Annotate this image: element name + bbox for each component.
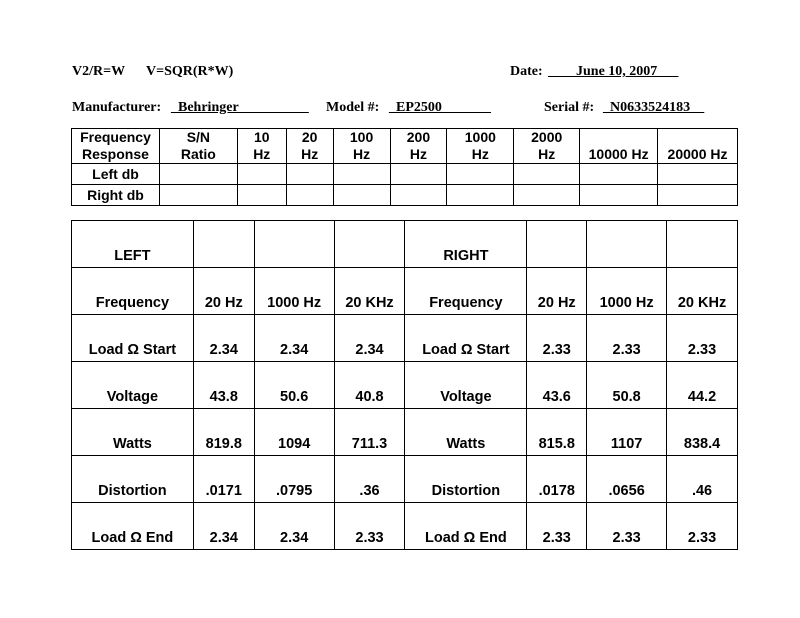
- model-label: Model #:: [326, 100, 380, 115]
- freq-header-text: S/N: [186, 129, 211, 145]
- freq-row-label: Left db: [72, 164, 160, 185]
- measurement-label-cell: Voltage: [405, 362, 527, 409]
- date-label: Date:: [510, 64, 543, 79]
- measurement-value-cell: 2.34: [254, 315, 334, 362]
- measurement-value-cell: 2.33: [334, 503, 405, 550]
- freq-row-left: [72, 164, 738, 185]
- measurement-value-cell: [667, 221, 738, 268]
- measurement-label-cell: Load Ω End: [72, 503, 194, 550]
- measurement-label-cell: Load Ω Start: [405, 315, 527, 362]
- freq-header-text: Hz: [538, 146, 556, 162]
- measurement-value-cell: .46: [667, 456, 738, 503]
- measurement-value-cell: 2.33: [587, 315, 667, 362]
- freq-header-cell: [333, 129, 390, 164]
- measurement-row: [72, 268, 738, 315]
- measurement-value-cell: 2.34: [193, 315, 254, 362]
- measurement-value-cell: [527, 221, 587, 268]
- manufacturer-label: Manufacturer:: [72, 100, 162, 115]
- freq-header-text: 20: [301, 129, 318, 145]
- measurement-value-cell: .0171: [193, 456, 254, 503]
- measurement-value-cell: 43.6: [527, 362, 587, 409]
- measurement-label-cell: Watts: [405, 409, 527, 456]
- freq-value-cell: [286, 185, 333, 206]
- freq-value-cell: [333, 185, 390, 206]
- freq-header-text: 10: [253, 129, 270, 145]
- measurement-value-cell: 838.4: [667, 409, 738, 456]
- measurement-value-cell: 2.33: [527, 503, 587, 550]
- freq-value-cell: [159, 185, 237, 206]
- freq-header-text: Hz: [301, 146, 319, 162]
- measurement-table: [71, 220, 738, 550]
- measurement-row: [72, 456, 738, 503]
- freq-header-cell: [286, 129, 333, 164]
- freq-header-cell: [658, 129, 738, 164]
- freq-header-cell: [390, 129, 447, 164]
- freq-value-cell: [286, 164, 333, 185]
- measurement-value-cell: [193, 221, 254, 268]
- measurement-value-cell: 43.8: [193, 362, 254, 409]
- freq-header-text: Hz: [352, 146, 371, 162]
- measurement-value-cell: 2.34: [334, 315, 405, 362]
- freq-value-cell: [580, 164, 658, 185]
- measurement-row: [72, 503, 738, 550]
- freq-value-cell: [237, 185, 286, 206]
- measurement-value-cell: [587, 221, 667, 268]
- measurement-value-cell: 711.3: [334, 409, 405, 456]
- freq-value-cell: [447, 164, 514, 185]
- measurement-label-cell: Watts: [72, 409, 194, 456]
- freq-header-text: Frequency: [80, 129, 151, 145]
- measurement-value-cell: 40.8: [334, 362, 405, 409]
- measurement-row: [72, 409, 738, 456]
- formula-power: V2/R=W: [72, 64, 126, 79]
- freq-header-text: 100: [349, 129, 374, 145]
- freq-header-cell: [159, 129, 237, 164]
- frequency-response-table: [71, 128, 738, 206]
- measurement-value-cell: .0795: [254, 456, 334, 503]
- freq-header-text: Hz: [409, 146, 427, 162]
- measurement-label-cell: Load Ω Start: [72, 315, 194, 362]
- measurement-label-cell: Distortion: [405, 456, 527, 503]
- measurement-value-cell: .0656: [587, 456, 667, 503]
- measurement-row: [72, 221, 738, 268]
- freq-header-text: 20000 Hz: [667, 146, 728, 162]
- measurement-value-cell: 50.6: [254, 362, 334, 409]
- measurement-value-cell: 1094: [254, 409, 334, 456]
- measurement-label-cell: RIGHT: [405, 221, 527, 268]
- measurement-label-cell: Frequency: [72, 268, 194, 315]
- serial-value: _N0633524183__: [603, 100, 705, 115]
- freq-header-text: 1000: [464, 129, 496, 145]
- measurement-value-cell: .36: [334, 456, 405, 503]
- measurement-value-cell: 2.34: [254, 503, 334, 550]
- formula-voltage: V=SQR(R*W): [146, 64, 234, 79]
- freq-header-text: Hz: [471, 146, 489, 162]
- measurement-value-cell: 20 Hz: [527, 268, 587, 315]
- freq-header-cell: [237, 129, 286, 164]
- freq-value-cell: [658, 185, 738, 206]
- freq-value-cell: [447, 185, 514, 206]
- measurement-value-cell: 2.33: [667, 315, 738, 362]
- measurement-label-cell: Frequency: [405, 268, 527, 315]
- measurement-value-cell: 819.8: [193, 409, 254, 456]
- freq-header-text: 2000: [531, 129, 563, 145]
- freq-header-text: Hz: [253, 146, 271, 162]
- measurement-label-cell: Distortion: [72, 456, 194, 503]
- model-value: _EP2500_______: [389, 100, 491, 115]
- measurement-label-cell: LEFT: [72, 221, 194, 268]
- measurement-row: [72, 315, 738, 362]
- freq-value-cell: [333, 164, 390, 185]
- freq-value-cell: [514, 164, 580, 185]
- measurement-value-cell: [254, 221, 334, 268]
- freq-header-cell: [72, 129, 160, 164]
- freq-value-cell: [237, 164, 286, 185]
- freq-value-cell: [159, 164, 237, 185]
- manufacturer-value: _Behringer__________: [171, 100, 309, 115]
- measurement-value-cell: 815.8: [527, 409, 587, 456]
- freq-value-cell: [390, 164, 447, 185]
- date-value: ____June 10, 2007___: [548, 64, 679, 79]
- measurement-value-cell: 1000 Hz: [254, 268, 334, 315]
- freq-value-cell: [580, 185, 658, 206]
- measurement-value-cell: 2.33: [587, 503, 667, 550]
- measurement-value-cell: 20 KHz: [667, 268, 738, 315]
- measurement-value-cell: 2.33: [527, 315, 587, 362]
- freq-value-cell: [658, 164, 738, 185]
- measurement-value-cell: .0178: [527, 456, 587, 503]
- measurement-value-cell: 20 Hz: [193, 268, 254, 315]
- freq-header-row: [72, 129, 738, 164]
- measurement-value-cell: 1107: [587, 409, 667, 456]
- freq-row-right: [72, 185, 738, 206]
- measurement-row: [72, 362, 738, 409]
- freq-header-text: 10000 Hz: [588, 146, 649, 162]
- freq-header-text: Response: [82, 146, 149, 162]
- serial-label: Serial #:: [544, 100, 595, 115]
- freq-value-cell: [514, 185, 580, 206]
- measurement-value-cell: 2.34: [193, 503, 254, 550]
- measurement-label-cell: Load Ω End: [405, 503, 527, 550]
- measurement-label-cell: Voltage: [72, 362, 194, 409]
- measurement-value-cell: 1000 Hz: [587, 268, 667, 315]
- freq-header-text: 200: [406, 129, 431, 145]
- measurement-value-cell: [334, 221, 405, 268]
- freq-header-cell: [514, 129, 580, 164]
- measurement-value-cell: 50.8: [587, 362, 667, 409]
- freq-value-cell: [390, 185, 447, 206]
- measurement-value-cell: 2.33: [667, 503, 738, 550]
- freq-row-label: Right db: [72, 185, 160, 206]
- measurement-value-cell: 44.2: [667, 362, 738, 409]
- freq-header-text: Ratio: [180, 146, 216, 162]
- measurement-value-cell: 20 KHz: [334, 268, 405, 315]
- freq-header-cell: [447, 129, 514, 164]
- freq-header-cell: [580, 129, 658, 164]
